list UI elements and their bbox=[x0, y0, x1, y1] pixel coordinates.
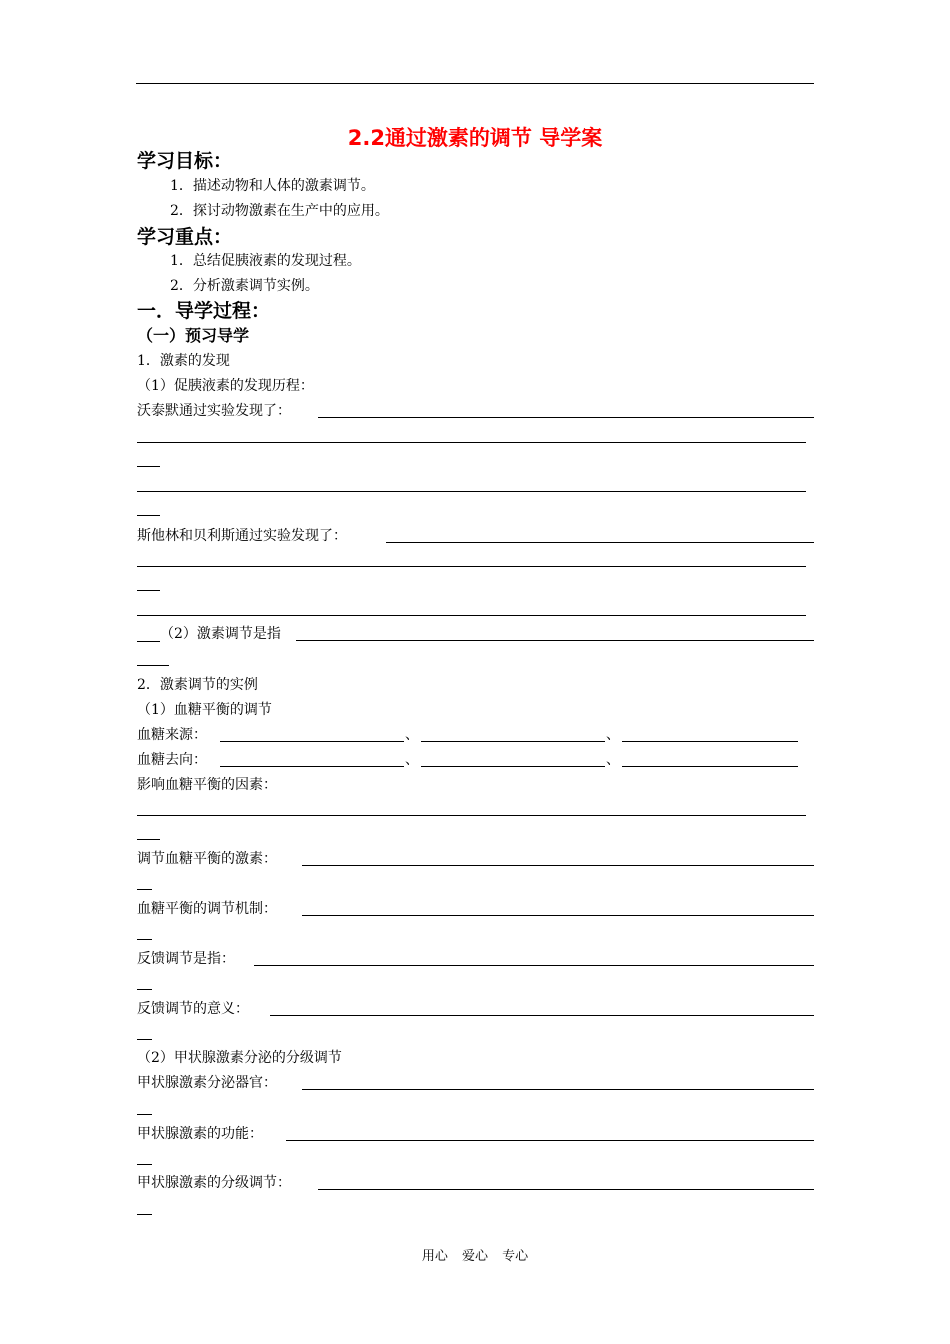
answer-line[interactable] bbox=[137, 515, 160, 516]
answer-line[interactable] bbox=[386, 542, 814, 543]
answer-line[interactable] bbox=[137, 1214, 152, 1215]
question-label: 沃泰默通过实验发现了： bbox=[137, 403, 291, 419]
answer-line[interactable] bbox=[137, 566, 806, 567]
section-label: 2．激素调节的实例 bbox=[137, 677, 258, 693]
question-label: 影响血糖平衡的因素： bbox=[137, 777, 277, 793]
keypoints-heading: 学习重点： bbox=[137, 226, 233, 248]
question-label: 血糖去向： bbox=[137, 752, 207, 768]
answer-line[interactable] bbox=[137, 815, 806, 816]
answer-line[interactable] bbox=[421, 766, 605, 767]
header-rule bbox=[136, 83, 814, 84]
goals-heading: 学习目标： bbox=[137, 150, 233, 172]
process-heading: 一．导学过程： bbox=[137, 300, 271, 322]
answer-line[interactable] bbox=[137, 1039, 152, 1040]
answer-line[interactable] bbox=[318, 417, 814, 418]
answer-line[interactable] bbox=[296, 640, 814, 641]
goal-item: 1．描述动物和人体的激素调节。 bbox=[170, 178, 375, 194]
question-label: 甲状腺激素的分级调节： bbox=[137, 1175, 291, 1191]
section-label: 1．激素的发现 bbox=[137, 353, 230, 369]
answer-line[interactable] bbox=[302, 915, 814, 916]
question-label: 血糖平衡的调节机制： bbox=[137, 901, 277, 917]
answer-line[interactable] bbox=[302, 1089, 814, 1090]
separator: 、 bbox=[405, 727, 419, 743]
keypoint-item: 2．分析激素调节实例。 bbox=[170, 278, 319, 294]
answer-line[interactable] bbox=[622, 766, 798, 767]
answer-line[interactable] bbox=[137, 989, 152, 990]
question-label: 血糖来源： bbox=[137, 727, 207, 743]
answer-line[interactable] bbox=[137, 939, 152, 940]
question-label: 甲状腺激素分泌器官： bbox=[137, 1075, 277, 1091]
section-label: （2）甲状腺激素分泌的分级调节 bbox=[137, 1050, 342, 1066]
answer-line[interactable] bbox=[137, 590, 160, 591]
answer-line[interactable] bbox=[137, 839, 160, 840]
answer-line[interactable] bbox=[137, 442, 806, 443]
answer-line[interactable] bbox=[137, 491, 806, 492]
question-label: 调节血糖平衡的激素： bbox=[137, 851, 277, 867]
answer-line[interactable] bbox=[302, 865, 814, 866]
keypoint-item: 1．总结促胰液素的发现过程。 bbox=[170, 253, 361, 269]
answer-line[interactable] bbox=[137, 466, 160, 467]
separator: 、 bbox=[606, 752, 620, 768]
page-title: 2.2通过激素的调节 导学案 bbox=[347, 126, 603, 150]
answer-line[interactable] bbox=[220, 741, 404, 742]
answer-line[interactable] bbox=[254, 965, 814, 966]
question-label: 反馈调节是指： bbox=[137, 951, 235, 967]
question-label: （2）激素调节是指 bbox=[160, 626, 281, 642]
answer-line[interactable] bbox=[318, 1189, 814, 1190]
answer-line[interactable] bbox=[137, 665, 169, 666]
separator: 、 bbox=[405, 752, 419, 768]
answer-line[interactable] bbox=[137, 889, 152, 890]
answer-line[interactable] bbox=[137, 615, 806, 616]
answer-line[interactable] bbox=[286, 1140, 814, 1141]
answer-line[interactable] bbox=[270, 1015, 814, 1016]
separator: 、 bbox=[606, 727, 620, 743]
section-label: （1）血糖平衡的调节 bbox=[137, 702, 272, 718]
answer-line[interactable] bbox=[421, 741, 605, 742]
question-label: 反馈调节的意义： bbox=[137, 1001, 249, 1017]
page-footer: 用心 爱心 专心 bbox=[421, 1249, 529, 1264]
goal-item: 2．探讨动物激素在生产中的应用。 bbox=[170, 203, 389, 219]
answer-line[interactable] bbox=[622, 741, 798, 742]
answer-line[interactable] bbox=[220, 766, 404, 767]
section-label: （1）促胰液素的发现历程： bbox=[137, 378, 314, 394]
answer-line[interactable] bbox=[137, 641, 160, 642]
question-label: 甲状腺激素的功能： bbox=[137, 1126, 263, 1142]
answer-line[interactable] bbox=[137, 1164, 152, 1165]
subsection-heading: （一）预习导学 bbox=[137, 326, 250, 345]
question-label: 斯他林和贝利斯通过实验发现了： bbox=[137, 528, 347, 544]
answer-line[interactable] bbox=[137, 1114, 152, 1115]
